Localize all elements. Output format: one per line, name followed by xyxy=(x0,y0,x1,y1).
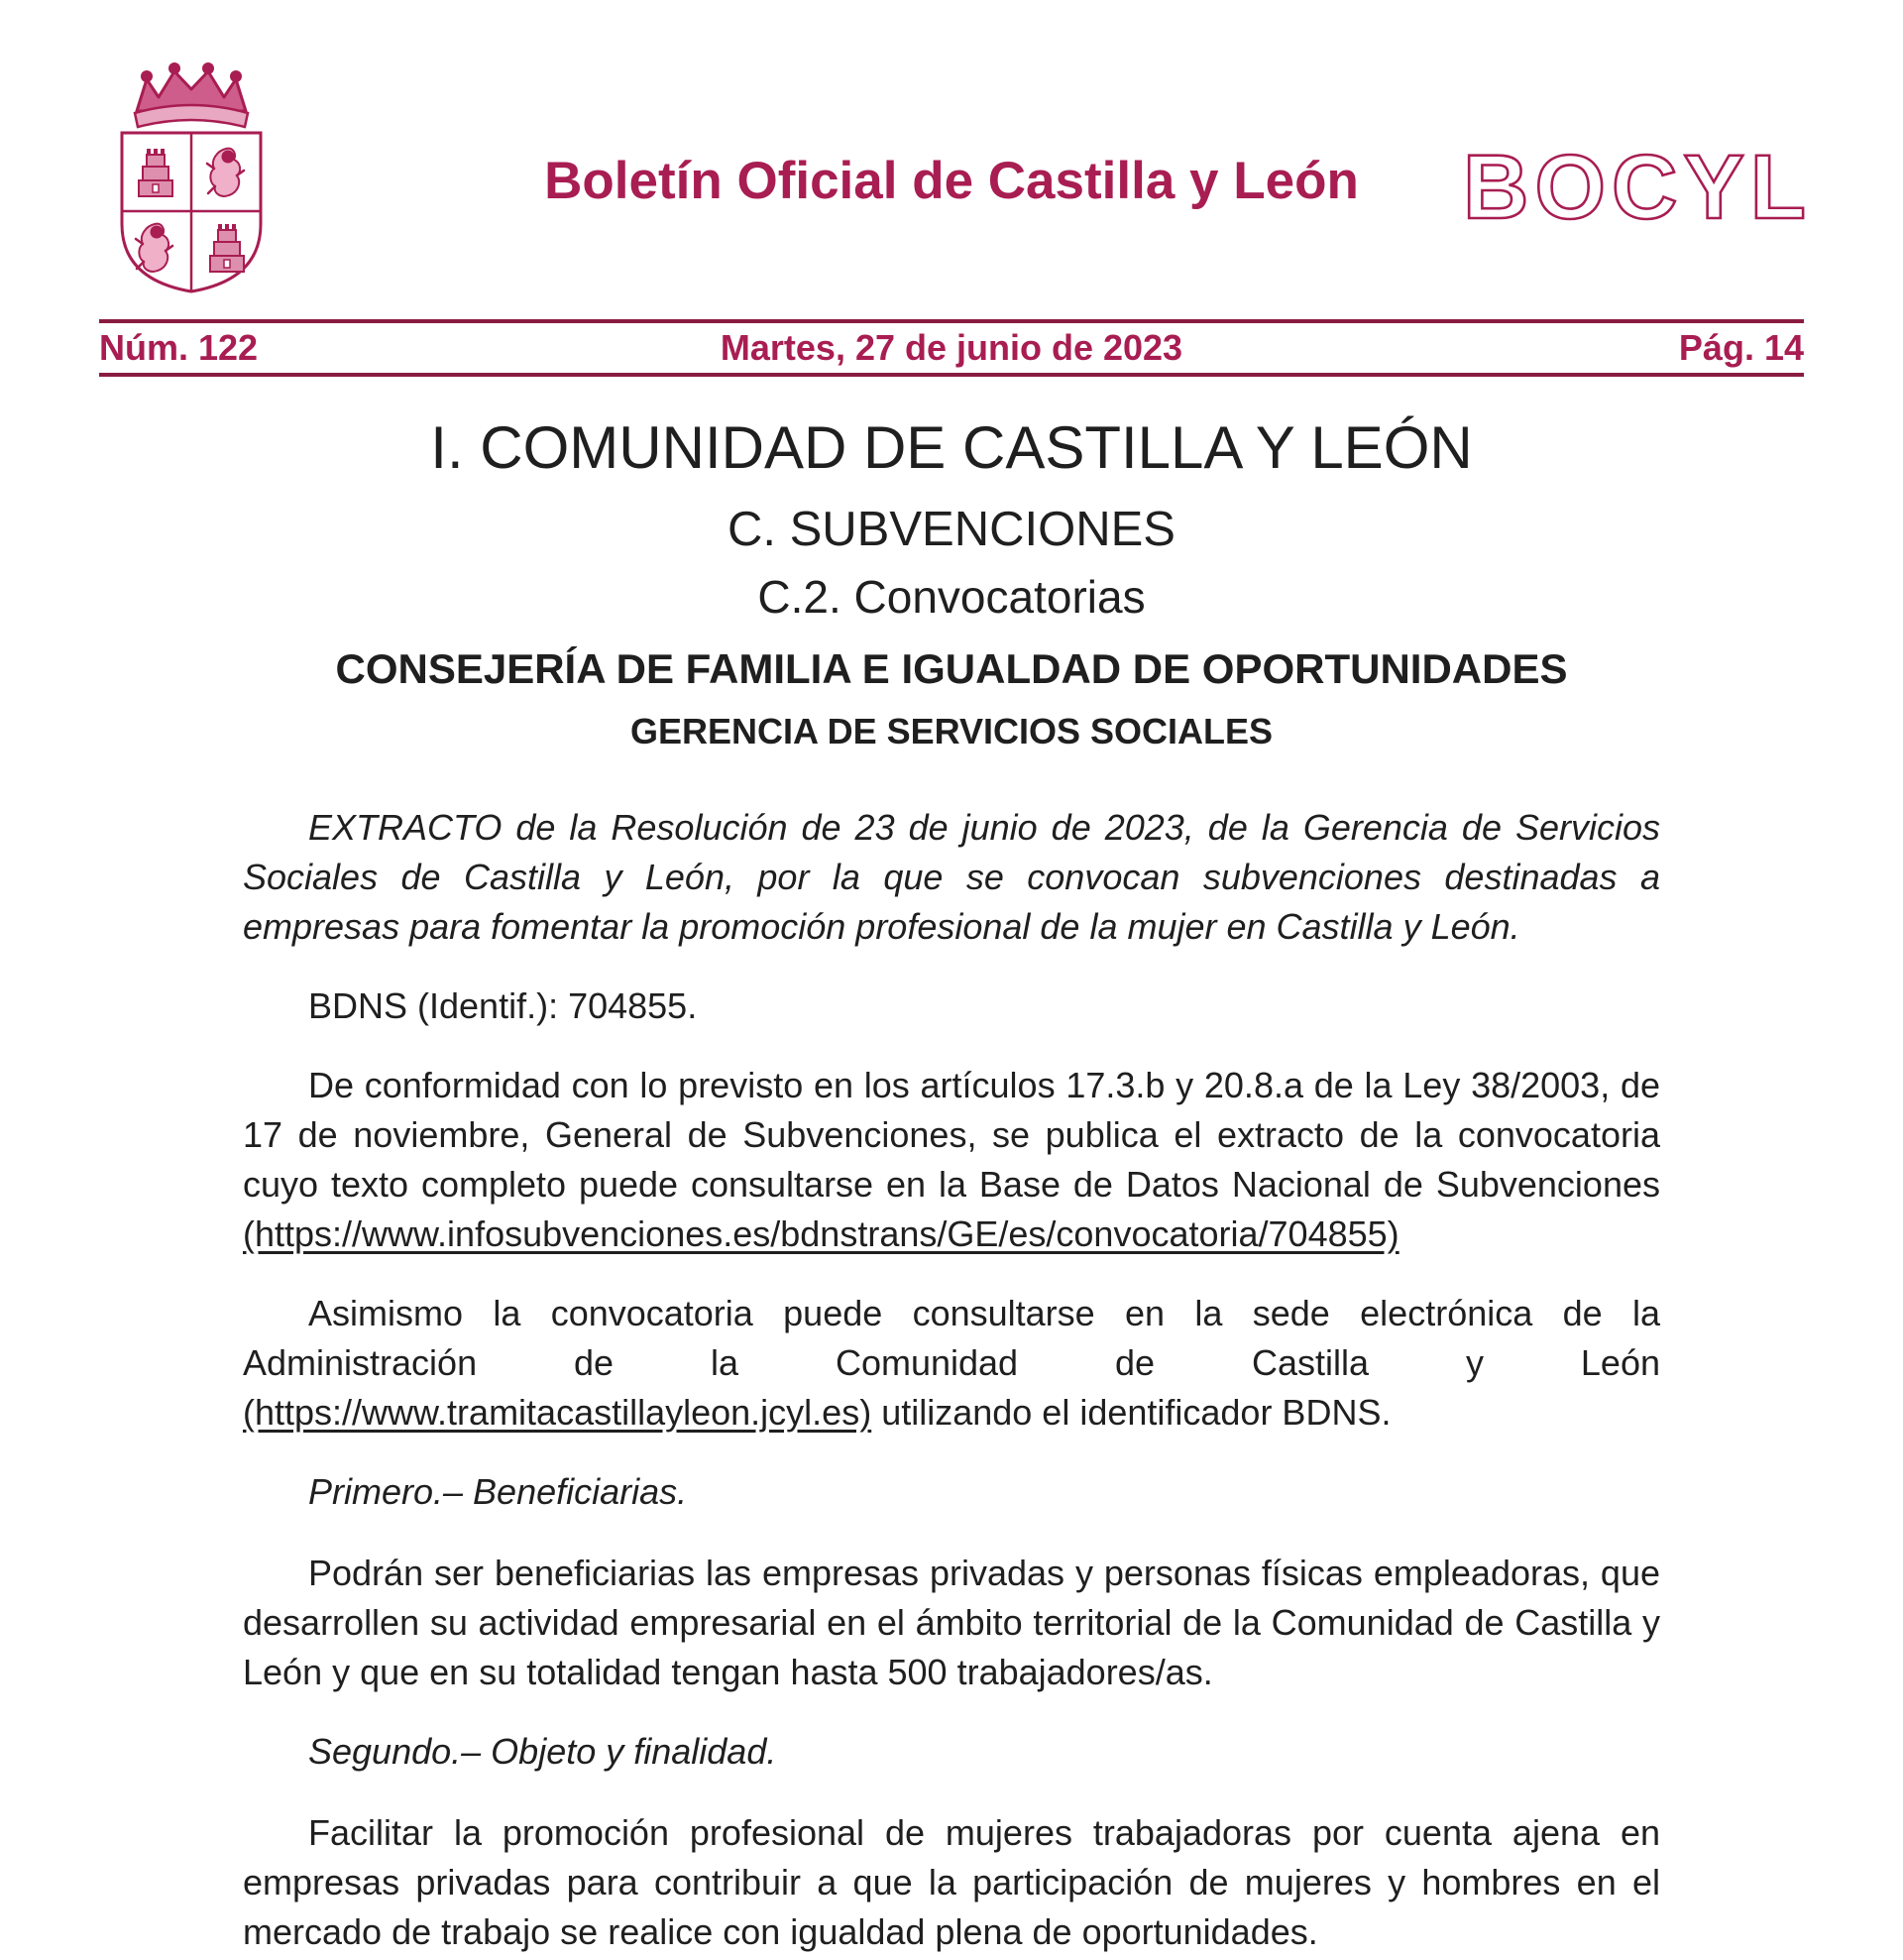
paragraph-extract: EXTRACTO de la Resolución de 23 de junio de 2023, de la Gerencia de Servicios Sociales de Castilla y León, por la que se convocan subvenciones destinadas a empresas para fomentar la promoción profesional de la mujer en Castilla y León. xyxy=(243,807,1660,947)
gazette-title: Boletín Oficial de Castilla y León xyxy=(544,152,1359,210)
issue-header-bar xyxy=(99,325,1804,371)
paragraph-asimismo xyxy=(243,1289,1660,1438)
paragraph-conformidad-text: De conformidad con lo previsto en los artículos 17.3.b y 20.8.a de la Ley 38/2003, de 17 de noviembre, General de Subvenciones, se publica el extracto de la convocatoria cuyo texto completo puede consultarse en la Base de Datos Nacional de Subvenciones xyxy=(243,1065,1660,1205)
paragraph-bdns-id: BDNS (Identif.): 704855. xyxy=(308,985,698,1026)
bdns-convocatoria-link[interactable]: (https://www.infosubvenciones.es/bdnstrans/GE/es/convocatoria/704855) xyxy=(243,1213,1399,1254)
paragraph-beneficiarias: Podrán ser beneficiarias las empresas privadas y personas físicas empleadoras, que desarrollen su actividad empresarial en el ámbito territorial de la Comunidad de Castilla y León y que en su totalidad tengan hasta 500 trabajadores/as. xyxy=(243,1553,1660,1692)
heading-section: C. SUBVENCIONES xyxy=(728,503,1175,556)
issue-date: Martes, 27 de junio de 2023 xyxy=(720,327,1183,368)
heading-subsection: C.2. Convocatorias xyxy=(757,571,1146,623)
header-rule-top xyxy=(99,319,1804,323)
tramita-castillayleon-link[interactable]: (https://www.tramitacastillayleon.jcyl.es) xyxy=(243,1392,872,1433)
heading-department: CONSEJERÍA DE FAMILIA E IGUALDAD DE OPORTUNIDADES xyxy=(335,645,1568,692)
document-body xyxy=(243,416,1660,1957)
bocyl-logo-text: BOCYL xyxy=(1463,137,1812,238)
masthead xyxy=(0,0,1903,315)
heading-agency: GERENCIA DE SERVICIOS SOCIALES xyxy=(629,711,1274,751)
page-number: Pág. 14 xyxy=(1678,327,1804,368)
bocyl-logo xyxy=(1449,127,1826,246)
paragraph-asimismo-text: Asimismo la convocatoria puede consultarse en la sede electrónica de la Administración de la Comunidad de Castilla y León xyxy=(243,1293,1660,1383)
issue-number: Núm. 122 xyxy=(99,327,259,368)
header-rule-bottom xyxy=(99,373,1804,377)
section-heading-segundo: Segundo.– Objeto y finalidad. xyxy=(308,1731,777,1772)
paragraph-objeto: Facilitar la promoción profesional de mujeres trabajadoras por cuenta ajena en empresas privadas para contribuir a que la participación de mujeres y hombres en el mercado de trabajo se realice con igualdad plena de oportunidades. xyxy=(243,1812,1660,1952)
heading-community: I. COMUNIDAD DE CASTILLA Y LEÓN xyxy=(430,414,1473,481)
paragraph-conformidad xyxy=(243,1061,1660,1259)
paragraph-asimismo-after: utilizando el identificador BDNS. xyxy=(871,1392,1392,1433)
section-heading-primero: Primero.– Beneficiarias. xyxy=(308,1471,688,1512)
